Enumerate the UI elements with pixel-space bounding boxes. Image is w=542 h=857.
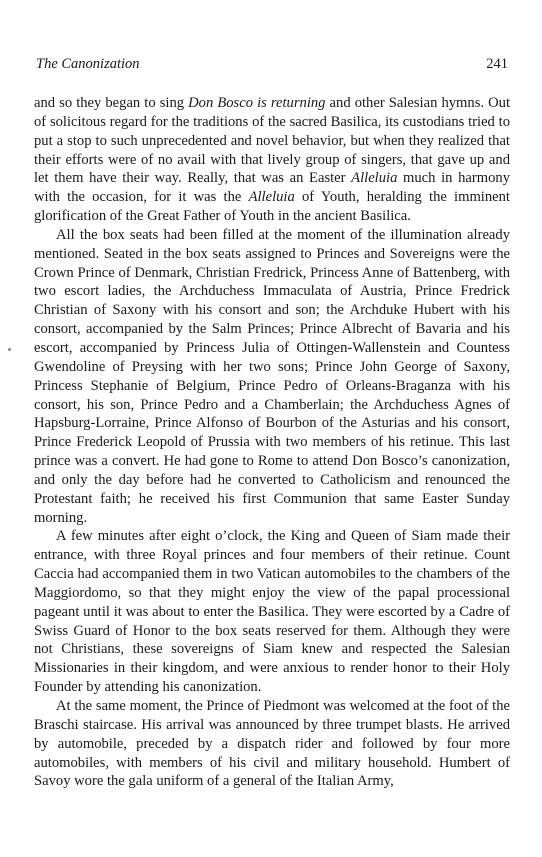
italic-word: Alleluia bbox=[248, 189, 295, 206]
running-head bbox=[36, 54, 508, 74]
italic-word: Alleluia bbox=[351, 170, 398, 187]
italic-title: Don Bosco is returning bbox=[188, 95, 326, 111]
paragraph-4 bbox=[34, 697, 510, 791]
text-run: A few minutes after eight o’clock, the King and Queen of Siam made their entrance, with three Royal princes and four members of their retinue. Count Caccia had accompanied them in two Vatican automobiles to the chambers of the Maggiordomo, so that they might enjoy the view of the papal processional pageant until it was about to enter the Basilica. They were escorted by a Cadre of Swiss Guard of Honor to the box seats reserved for them. Although they were not Christians, these sovereigns of Siam knew and respected the Salesian Missionaries in their kingdom, and were anxious to render honor to their Holy Founder by attending his canonization. bbox=[34, 528, 510, 696]
paragraph-2 bbox=[34, 226, 510, 528]
page-number: 241 bbox=[486, 56, 508, 72]
text-run: and other Salesian hymns. Out of solicitous regard for the traditions of the sacred Basilica, its custodians tried to put a stop to such unprecedented and novel behavior, but when they realized that their efforts were of no avail with that lively group of singers, that gave up and let them have their way. Really, that was an Easter bbox=[34, 95, 510, 187]
text-run: much in harmony with the occasion, for it was the bbox=[34, 170, 510, 206]
paragraph-1 bbox=[34, 94, 510, 226]
text-run: and so they began to sing bbox=[34, 95, 189, 111]
margin-dot bbox=[8, 348, 11, 351]
paragraph-3 bbox=[34, 527, 510, 697]
running-title: The Canonization bbox=[36, 56, 140, 72]
text-run: All the box seats had been filled at the moment of the illumination already mentioned. Seated in the box seats assigned to Princes and Sovereigns were the Crown Prince of Denmark, Christian Fredrick, Princess Anne of Battenberg, with two escort ladies, the Archduchess Immaculata of Austria, Prince Fredrick Christian of Saxony with his consort and son; the Archduke Hubert with his consort, accompanied by the Salm Princes; Prince Albrecht of Bavaria and his escort, accompanied by Princess Julia of Ottingen-Wallenstein and Countess Gwendoline of Preysing with her two sons; Prince John George of Saxony, Princess Stephanie of Belgium, Prince Pedro of Orleans-Braganza with his consort, his son, Prince Pedro and a Chamberlain; the Archduchess Agnes of Hapsburg-Lorraine, Prince Alfonso of Bourbon of the Asturias and his consort, Prince Frederick Leopold of Prussia with two members of his retinue. This last prince was a convert. He had gone to Rome to attend Don Bosco’s canonization, and only the day before had he converted to Catholicism and renounced the Protestant faith; he received his first Communion that same Easter Sunday morning. bbox=[34, 226, 510, 526]
text-run: of Youth, heralding the imminent glorification of the Great Father of Youth in the ancient Basilica. bbox=[34, 189, 510, 225]
text-run: At the same moment, the Prince of Piedmont was welcomed at the foot of the Braschi staircase. His arrival was announced by three trumpet blasts. He arrived by automobile, preceded by a dispatch rider and followed by four more automobiles, with members of his civil and military household. Humbert of Savoy wore the gala uniform of a general of the Italian Army, bbox=[34, 698, 510, 790]
body-text bbox=[34, 94, 510, 791]
